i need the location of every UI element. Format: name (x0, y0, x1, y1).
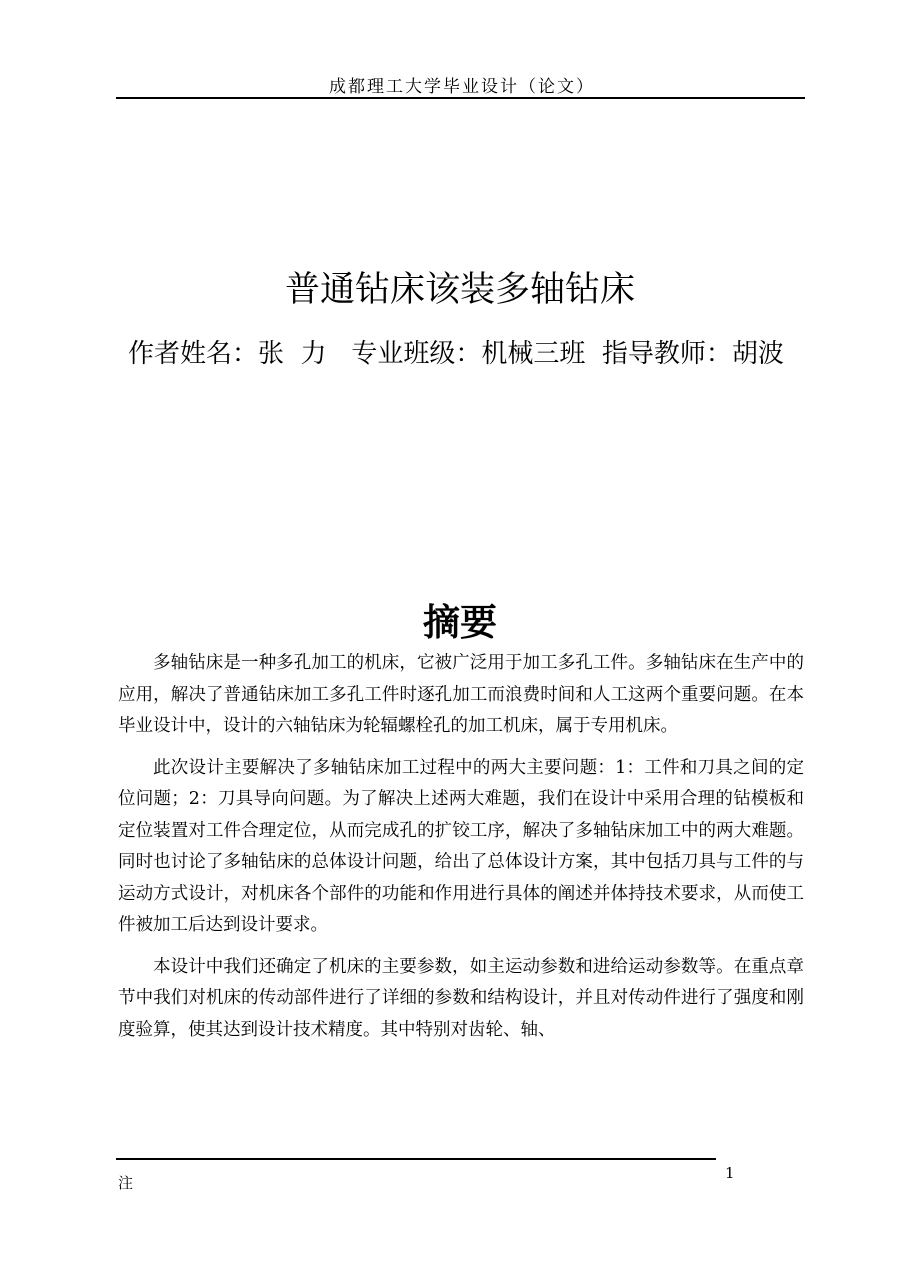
running-header: 成都理工大学毕业设计（论文） (329, 77, 595, 97)
author-info: 作者姓名：张 力 专业班级：机械三班 指导教师：胡波 (128, 339, 784, 369)
abstract-paragraph: 此次设计主要解决了多轴钻床加工过程中的两大主要问题：1：工件和刀具之间的定位问题；2：刀具导向问题。为了解决上述两大难题，我们在设计中采用合理的钻模板和定位装置对工件合理定位，从而完成孔的扩铰工序，解决了多轴钻床加工中的两大难题。同时也讨论了多轴钻床的总体设计问题，给出了总体设计方案，其中包括刀具与工件的与运动方式设计，对机床各个部件的功能和作用进行具体的阐述并体持技术要求，从而使工件被加工后达到设计要求。 (118, 757, 804, 935)
footnote-rule (116, 1158, 716, 1160)
header-rule (116, 97, 805, 99)
abstract-paragraph: 本设计中我们还确定了机床的主要参数，如主运动参数和进给运动参数等。在重点章节中我们对机床的传动部件进行了详细的参数和结构设计，并且对传动件进行了强度和刚度验算，使其达到设计技术精度。其中特别对齿轮、轴、 (118, 956, 804, 1040)
abstract-heading: 摘要 (423, 601, 497, 644)
page-number: 1 (725, 1164, 735, 1182)
abstract-paragraph: 多轴钻床是一种多孔加工的机床，它被广泛用于加工多孔工件。多轴钻床在生产中的应用，解决了普通钻床加工多孔工件时逐孔加工而浪费时间和人工这两个重要问题。在本毕业设计中，设计的六轴钻床为轮辐螺栓孔的加工机床，属于专用机床。 (118, 653, 804, 736)
abstract-body (118, 648, 804, 1056)
thesis-title: 普通钻床该装多轴钻床 (284, 270, 635, 310)
footnote-note: 注 (118, 1174, 134, 1192)
